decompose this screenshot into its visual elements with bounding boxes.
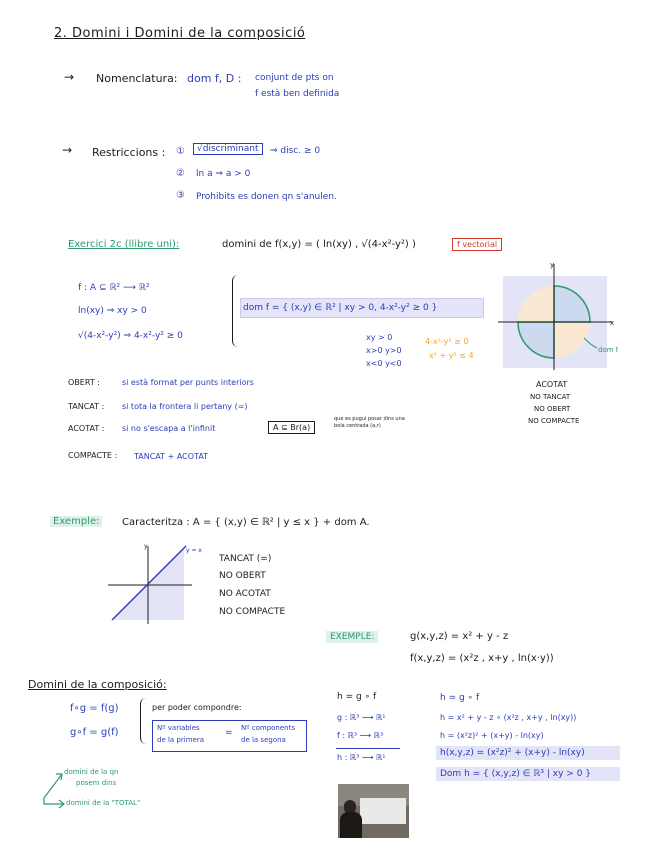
exemple2-line: f(x,y,z) = (x²z , x+y , ln(x·y)) bbox=[410, 653, 554, 664]
box-right-line: de la segona bbox=[241, 736, 286, 744]
composicio-title: Domini de la composició: bbox=[28, 678, 167, 691]
hcomp-line: h = g ∘ f bbox=[337, 692, 377, 702]
restriccio-num: ① bbox=[176, 146, 185, 157]
composicio-box bbox=[152, 720, 307, 752]
classification-line: NO ACOTAT bbox=[219, 589, 271, 599]
composicio-condition: per poder compondre: bbox=[152, 703, 242, 712]
exemple-label: Exemple: bbox=[50, 516, 102, 527]
classification-line: ACOTAT bbox=[536, 380, 568, 389]
hcomp-line: f : ℝ³ ⟶ ℝ³ bbox=[337, 731, 384, 740]
exemple-text: Caracteritza : A = { (x,y) ∈ ℝ² | y ≤ x } + dom A. bbox=[122, 517, 370, 528]
restriccio-num: ② bbox=[176, 168, 185, 179]
prop-label: TANCAT : bbox=[68, 402, 105, 411]
graph-y-label: y bbox=[550, 261, 555, 269]
restriccio-boxed: √discriminant bbox=[193, 143, 263, 155]
classification-line: NO OBERT bbox=[219, 571, 266, 581]
prop-text: si està format per punts interiors bbox=[122, 378, 254, 387]
prop-note: que es pugui posar dins una bola centrada (a,r) bbox=[334, 416, 405, 429]
exercici-left-line: √(4-x²-y²) ⇒ 4-x²-y² ≥ 0 bbox=[78, 331, 183, 341]
restriccions-label: Restriccions : bbox=[92, 146, 166, 159]
composicio-note: domini de la "TOTAL" bbox=[66, 799, 141, 807]
restriccio-num: ③ bbox=[176, 190, 185, 201]
classification-line: NO COMPACTE bbox=[528, 417, 580, 425]
graph-line-label: y = x bbox=[186, 547, 202, 554]
prop-boxed: A ⊆ Br(a) bbox=[268, 421, 315, 434]
classification-line: NO COMPACTE bbox=[219, 607, 286, 617]
box-eq: = bbox=[225, 728, 233, 738]
case-line: x>0 y>0 bbox=[366, 346, 402, 355]
exercici-left-line: ln(xy) ⇒ xy > 0 bbox=[78, 306, 147, 316]
prop-text: si tota la frontera li pertany (=) bbox=[122, 402, 248, 411]
hresult-line: h = g ∘ f bbox=[440, 693, 480, 703]
prop-text: TANCAT + ACOTAT bbox=[134, 452, 209, 461]
composicio-note: domini de la qn bbox=[64, 768, 119, 776]
webcam-person-body bbox=[340, 812, 362, 838]
box-right-line: Nº components bbox=[241, 724, 296, 732]
halfplane-graph bbox=[108, 542, 208, 628]
classification-line: NO TANCAT bbox=[530, 393, 571, 401]
case-line: x<0 y<0 bbox=[366, 359, 402, 368]
webcam-thumbnail bbox=[338, 784, 409, 838]
case-orange-line: 4-x²-y² ≥ 0 bbox=[425, 337, 469, 346]
exemple2-label: EXEMPLE: bbox=[326, 631, 378, 643]
classification-line: TANCAT (=) bbox=[219, 554, 272, 564]
composicio-note: posem dins bbox=[76, 779, 117, 787]
graph-y-label: y bbox=[144, 543, 148, 550]
case-line: xy > 0 bbox=[366, 333, 393, 342]
hresult-line: h(x,y,z) = (x²z)² + (x+y) - ln(xy) bbox=[436, 746, 620, 760]
exercici-label: Exercici 2c (llibre uni): bbox=[68, 239, 180, 250]
exercici-tag: f vectorial bbox=[452, 238, 502, 251]
restriccio-text: ⇒ disc. ≥ 0 bbox=[270, 146, 321, 156]
nomenclatura-notation: dom f, D : bbox=[187, 72, 242, 85]
graph-dom-label: dom f bbox=[598, 346, 618, 354]
brace bbox=[140, 698, 147, 744]
prop-label: ACOTAT : bbox=[68, 424, 105, 433]
nomenclatura-label: Nomenclatura: bbox=[96, 72, 178, 85]
box-left-line: de la primera bbox=[157, 736, 204, 744]
exercici-left-line: f : A ⊆ ℝ² ⟶ ℝ² bbox=[78, 283, 150, 293]
nomenclatura-line1: conjunt de pts on bbox=[255, 73, 334, 83]
webcam-whiteboard bbox=[360, 798, 406, 824]
box-left-line: Nº variables bbox=[157, 724, 200, 732]
exercici-statement: domini de f(x,y) = ( ln(xy) , √(4-x²-y²) ) bbox=[222, 239, 416, 250]
prop-label: COMPACTE : bbox=[68, 451, 118, 460]
hcomp-rule bbox=[336, 748, 400, 749]
arrow-icon: → bbox=[62, 143, 73, 157]
case-orange-line: x² + y² ≤ 4 bbox=[429, 351, 474, 360]
hresult-line: h = (x²z)² + (x+y) - ln(xy) bbox=[440, 731, 544, 740]
nomenclatura-line2: f està ben definida bbox=[255, 89, 340, 99]
domain-graph bbox=[498, 260, 618, 372]
prop-text: si no s'escapa a l'infinit bbox=[122, 424, 216, 433]
prop-label: OBERT : bbox=[68, 378, 100, 387]
page-title: 2. Domini i Domini de la composició bbox=[54, 26, 306, 41]
hresult-line: Dom h = { (x,y,z) ∈ ℝ³ | xy > 0 } bbox=[436, 767, 620, 781]
hresult-line: h = x² + y - z ∘ (x²z , x+y , ln(xy)) bbox=[440, 713, 577, 722]
restriccio-text: Prohibits es donen qn s'anulen. bbox=[196, 192, 337, 202]
hcomp-line: h : ℝ³ ⟶ ℝ¹ bbox=[337, 753, 386, 762]
graph-x-label: x bbox=[610, 319, 615, 327]
arrow-up bbox=[44, 774, 62, 798]
arrow-icon: → bbox=[64, 70, 75, 84]
exemple2-line: g(x,y,z) = x² + y - z bbox=[410, 631, 509, 642]
composicio-eq: f∘g = f(g) bbox=[70, 703, 119, 714]
exercici-domain: dom f = { (x,y) ∈ ℝ² | xy > 0, 4-x²-y² ≥ 0 } bbox=[240, 298, 484, 318]
hcomp-line: g : ℝ³ ⟶ ℝ¹ bbox=[337, 713, 386, 722]
composicio-eq: g∘f = g(f) bbox=[70, 727, 119, 738]
restriccio-text: ln a ⇒ a > 0 bbox=[196, 169, 251, 179]
classification-line: NO OBERT bbox=[534, 405, 571, 413]
